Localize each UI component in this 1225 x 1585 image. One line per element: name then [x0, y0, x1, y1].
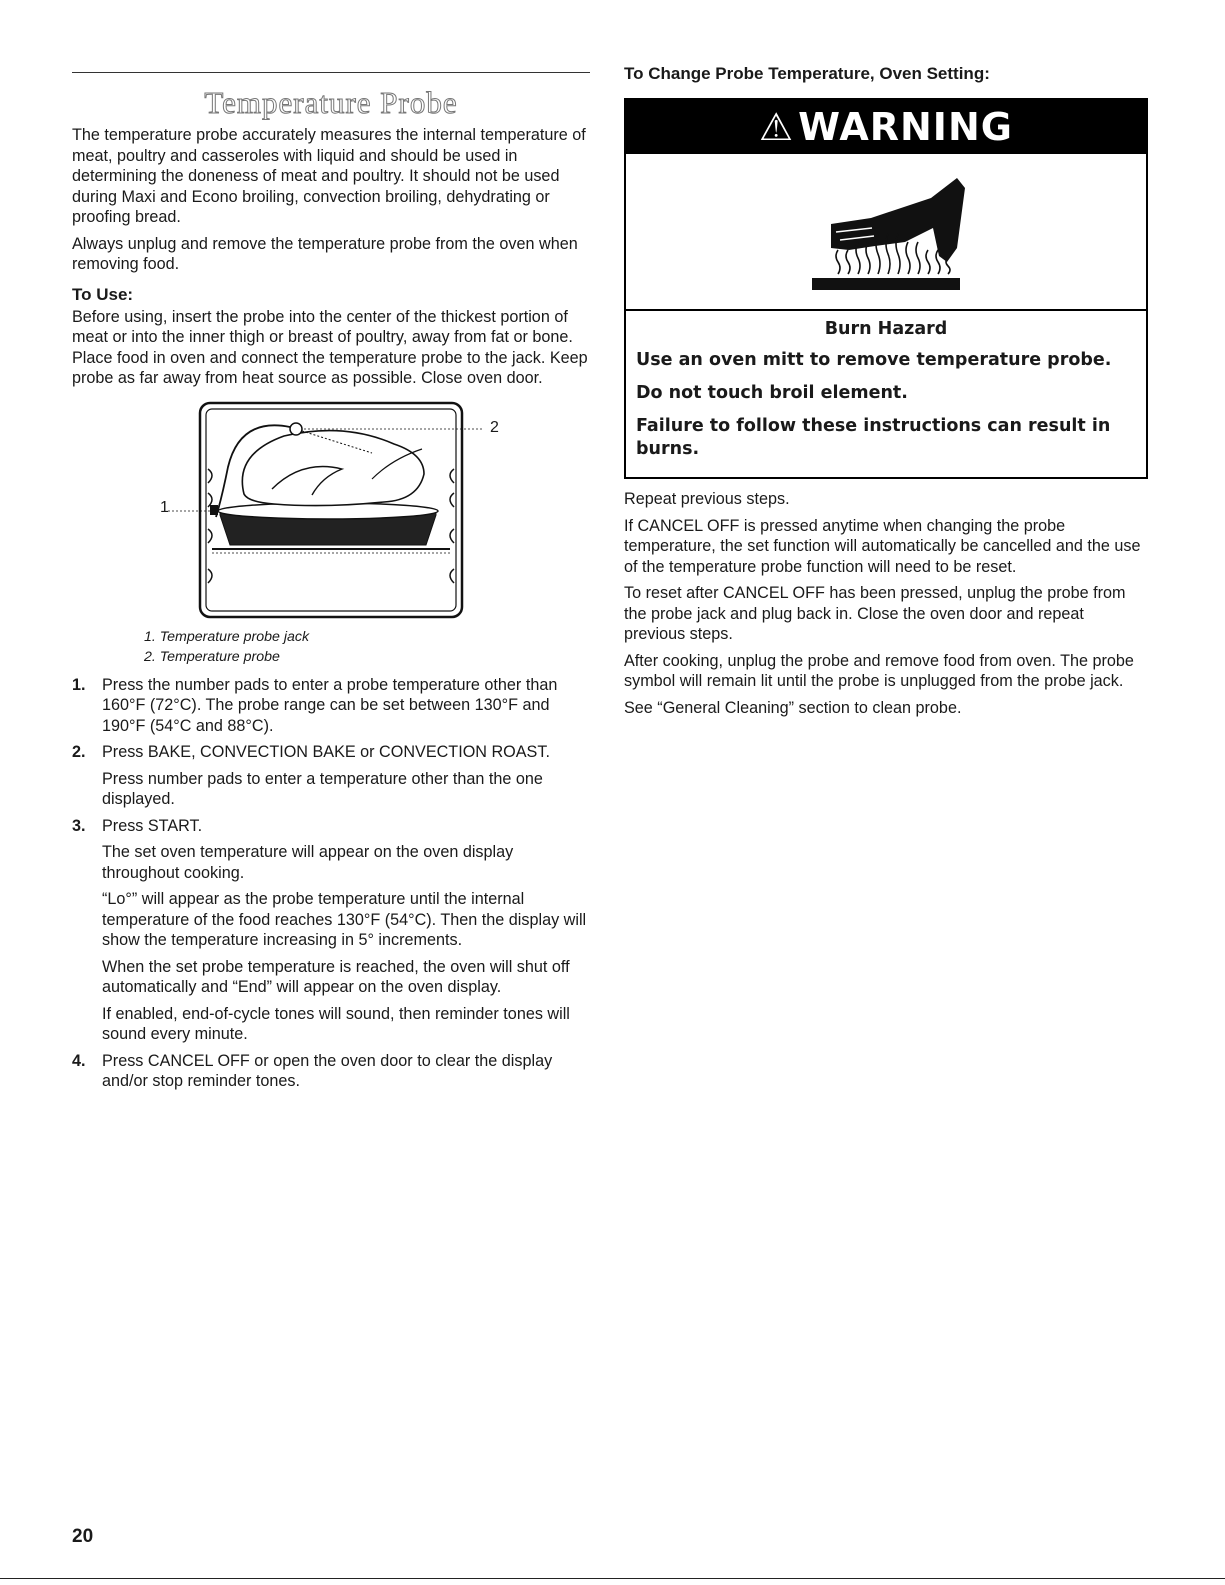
step-text: Press the number pads to enter a probe temperature other than 160°F (72°C). The probe range can be set between 130°F and 190°F (54°C and 88°C).	[102, 675, 558, 735]
right-column	[624, 64, 1148, 724]
figure-captions	[144, 627, 590, 667]
step-item	[72, 675, 590, 737]
caption-1: 1. Temperature probe jack	[144, 628, 310, 645]
oven-probe-figure	[72, 399, 590, 621]
step-item	[72, 1051, 590, 1092]
warning-box	[624, 98, 1148, 479]
step-text: The set oven temperature will appear on the oven display throughout cooking.	[102, 843, 514, 882]
step-number: 2.	[72, 743, 86, 761]
callout-2: 2	[490, 418, 499, 436]
hot-surface-icon	[626, 154, 1146, 309]
oven-illustration	[72, 399, 590, 621]
right-paragraph: To reset after CANCEL OFF has been pressed, unplug the probe from the probe jack and plug back in. Close the oven door and repeat previous steps.	[624, 584, 1126, 643]
hand-burn-graphic	[626, 154, 1146, 311]
callout-1: 1	[160, 498, 169, 516]
step-item	[72, 742, 590, 810]
to-use-heading: To Use:	[72, 284, 134, 304]
warning-line: Do not touch broil element.	[636, 383, 908, 403]
hazard-title: Burn Hazard	[824, 319, 948, 339]
bottom-rule	[0, 1578, 1225, 1579]
step-number: 1.	[72, 675, 86, 694]
intro-paragraph: Always unplug and remove the temperature probe from the oven when removing food.	[72, 234, 578, 273]
warning-label: WARNING	[798, 105, 1013, 149]
step-number: 4.	[72, 1051, 86, 1070]
right-paragraph: After cooking, unplug the probe and remove food from oven. The probe symbol will remain lit until the probe is unplugged from the probe jack.	[624, 651, 1134, 690]
page-number: 20	[72, 1526, 94, 1547]
step-text: Press CANCEL OFF or open the oven door to clear the display and/or stop reminder tones.	[102, 1051, 553, 1090]
step-text: “Lo°” will appear as the probe temperature until the internal temperature of the food reaches 130°F (54°C). Then the display will show the temperature increasing in 5° increments.	[102, 890, 587, 949]
top-rule	[72, 72, 590, 73]
to-use-paragraph: Before using, insert the probe into the center of the thickest portion of meat or into the inner thigh or breast of poultry, away from fat or bone. Place food in oven and connect the temperature probe to the jack. Keep probe as far away from heat source as possible. Close oven door.	[72, 307, 588, 387]
step-text: Press BAKE, CONVECTION BAKE or CONVECTION ROAST.	[102, 743, 550, 761]
caption-2: 2. Temperature probe	[144, 648, 280, 665]
steps-list	[72, 675, 590, 1092]
warning-line: Failure to follow these instructions can result in burns.	[636, 416, 1111, 459]
step-text: Press START.	[102, 816, 203, 835]
warning-text	[626, 311, 1146, 477]
warning-line: Use an oven mitt to remove temperature probe.	[636, 350, 1112, 370]
step-text: Press number pads to enter a temperature other than the one displayed.	[102, 769, 543, 808]
warning-header	[626, 100, 1146, 154]
step-number: 3.	[72, 816, 86, 835]
intro-paragraph: The temperature probe accurately measures the internal temperature of meat, poultry and casseroles with liquid and should be used in determining the doneness of meat and poultry. It should not be used during Maxi and Econo broiling, convection broiling, dehydrating or proofing bread.	[72, 126, 586, 226]
step-item	[72, 816, 590, 1045]
right-paragraph: If CANCEL OFF is pressed anytime when changing the probe temperature, the set function will automatically be cancelled and the use of the temperature probe function will need to be reset.	[624, 516, 1141, 576]
section-title: Temperature Probe	[204, 85, 458, 120]
change-probe-heading: To Change Probe Temperature, Oven Setting:	[624, 64, 990, 83]
right-paragraph: Repeat previous steps.	[624, 490, 790, 508]
warning-triangle-icon: ⚠	[759, 105, 795, 149]
step-text: When the set probe temperature is reached, the oven will shut off automatically and “End” will appear on the oven display.	[102, 957, 570, 996]
right-paragraph: See “General Cleaning” section to clean probe.	[624, 698, 962, 717]
step-text: If enabled, end-of-cycle tones will sound, then reminder tones will sound every minute.	[102, 1004, 570, 1043]
right-body	[624, 489, 1148, 718]
left-column	[72, 72, 590, 1098]
